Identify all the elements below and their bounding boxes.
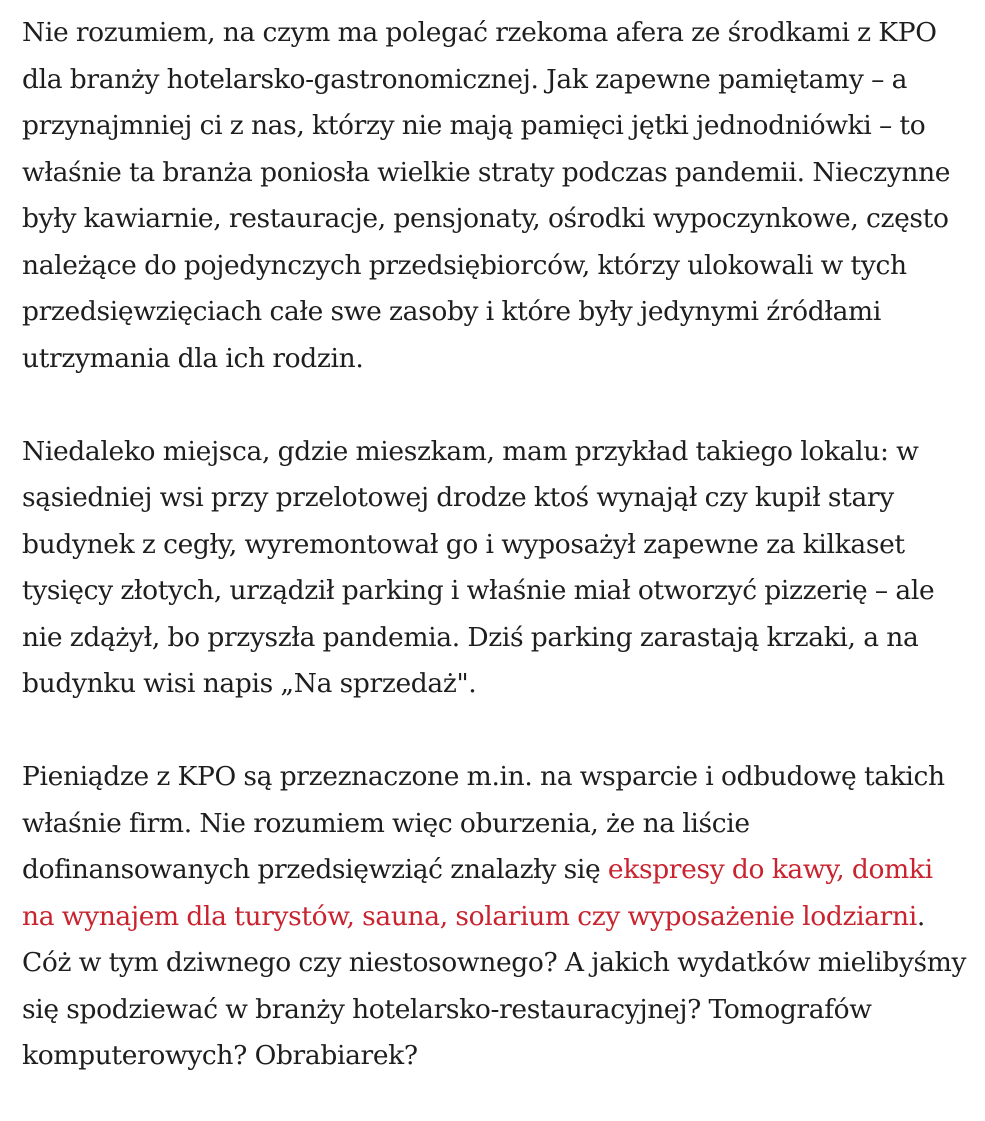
- expenses-list-link[interactable]: ekspresy do kawy, domki na wynajem dla turystów, sauna, solarium czy wyposażenie lodziarni: [22, 854, 933, 932]
- article-body: [22, 10, 972, 1080]
- paragraph-3-text-after-link: . Cóż w tym dziwnego czy niestosownego? A jakich wydatków mielibyśmy się spodziewać w branży hotelarsko-restauracyjnej? Tomografów komputerowych? Obrabiarek?: [22, 900, 967, 1071]
- paragraph-3: [22, 754, 972, 1080]
- paragraph-3-text-before-link: Pieniądze z KPO są przeznaczone m.in. na wsparcie i odbudowę takich właśnie firm. Nie rozumiem więc oburzenia, że na liście dofinansowanych przedsięwziąć znalazły się: [22, 761, 945, 885]
- paragraph-1: Nie rozumiem, na czym ma polegać rzekoma afera ze środkami z KPO dla branży hotelarsko-gastronomicznej. Jak zapewne pamiętamy – a przynajmniej ci z nas, którzy nie mają pamięci jętki jednodniówki – to właśnie ta branża poniosła wielkie straty podczas pandemii. Nieczynne były kawiarnie, restauracje, pensjonaty, ośrodki wypoczynkowe, często należące do pojedynczych przedsiębiorców, którzy ulokowali w tych przedsięwzięciach całe swe zasoby i które były jedynymi źródłami utrzymania dla ich rodzin.: [22, 17, 951, 374]
- paragraph-2: Niedaleko miejsca, gdzie mieszkam, mam przykład takiego lokalu: w sąsiedniej wsi przy przelotowej drodze ktoś wynajął czy kupił stary budynek z cegły, wyremontował go i wyposażył zapewne za kilkaset tysięcy złotych, urządził parking i właśnie miał otworzyć pizzerię – ale nie zdążył, bo przyszła pandemia. Dziś parking zarastają krzaki, a na budynku wisi napis „Na sprzedaż".: [22, 435, 935, 699]
